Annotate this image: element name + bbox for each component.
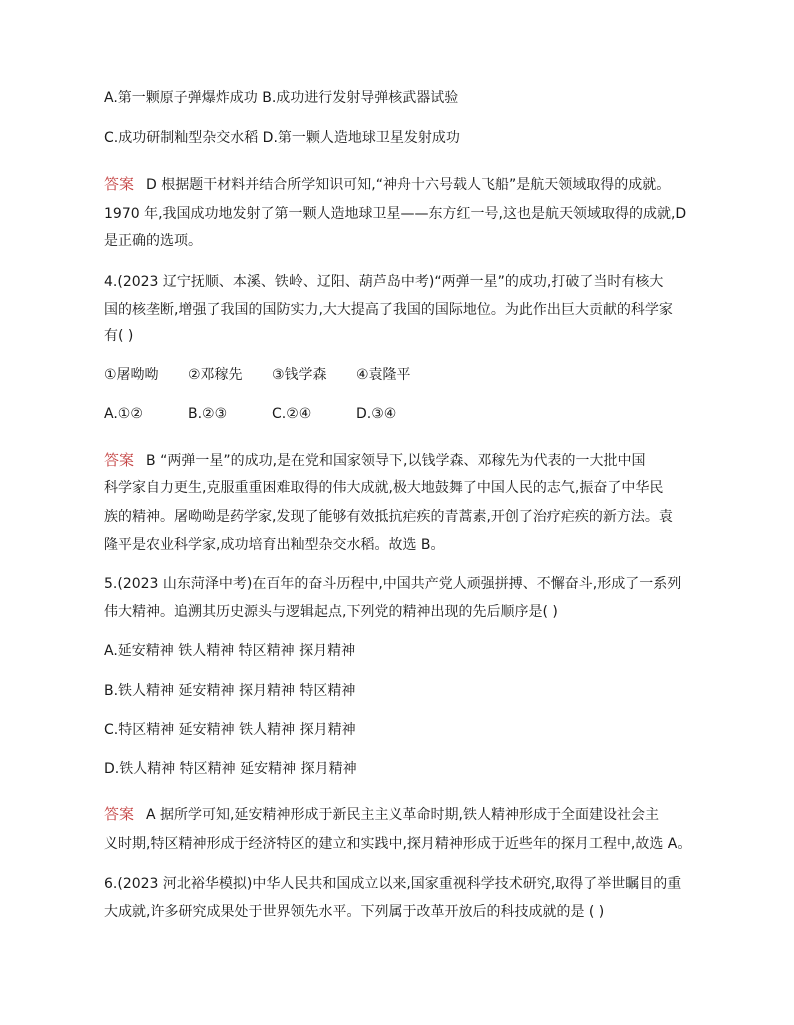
answer-text: D 根据题干材料并结合所学知识可知,“神舟十六号载人飞船”是航天领域取得的成就。 bbox=[146, 177, 671, 193]
q4-answer-line2: 科学家自力更生,克服重重困难取得的伟大成就,极大地鼓舞了中国人民的志气,振奋了中华民 bbox=[104, 480, 664, 496]
q4-answer-line3: 族的精神。屠呦呦是药学家,发现了能够有效抵抗疟疾的青蒿素,开创了治疗疟疾的新方法。袁 bbox=[104, 509, 673, 525]
q4-stem-line1: 4.(2023 辽宁抚顺、本溪、铁岭、辽阳、葫芦岛中考)“两弹一星”的成功,打破了当时有核大 bbox=[104, 274, 664, 290]
answer-text: A 据所学可知,延安精神形成于新民主主义革命时期,铁人精神形成于全面建设社会主 bbox=[146, 807, 659, 823]
q5-stem-line2: 伟大精神。追溯其历史源头与逻辑起点,下列党的精神出现的先后顺序是( ) bbox=[104, 604, 558, 620]
q3-options-line1: A.第一颗原子弹爆炸成功 B.成功进行发射导弹核武器试验 bbox=[104, 90, 459, 106]
q4-stem-line3: 有( ) bbox=[104, 328, 134, 344]
q4-option: D.③④ bbox=[356, 406, 397, 422]
q4-option: C.②④ bbox=[272, 406, 312, 422]
q5-answer-line2: 义时期,特区精神形成于经济特区的建立和实践中,探月精神形成于近些年的探月工程中,故选 A。 bbox=[104, 836, 692, 852]
answer-label: 答案 bbox=[104, 175, 135, 193]
q4-item: ①屠呦呦 bbox=[104, 367, 159, 383]
q3-answer-line3: 是正确的选项。 bbox=[104, 233, 202, 249]
q4-answer-line1 bbox=[104, 450, 645, 471]
q4-item: ②邓稼先 bbox=[188, 367, 243, 383]
answer-text: B “两弹一星”的成功,是在党和国家领导下,以钱学森、邓稼先为代表的一大批中国 bbox=[146, 453, 646, 469]
q3-answer-line1 bbox=[104, 174, 670, 195]
q6-stem-line1: 6.(2023 河北裕华模拟)中华人民共和国成立以来,国家重视科学技术研究,取得了举世瞩目的重 bbox=[104, 876, 682, 892]
q3-options-line2: C.成功研制籼型杂交水稻 D.第一颗人造地球卫星发射成功 bbox=[104, 130, 460, 146]
q4-stem-line2: 国的核垄断,增强了我国的国防实力,大大提高了我国的国际地位。为此作出巨大贡献的科学家 bbox=[104, 302, 673, 318]
q5-stem-line1: 5.(2023 山东菏泽中考)在百年的奋斗历程中,中国共产党人顽强拼搏、不懈奋斗,形成了一系列 bbox=[104, 576, 682, 592]
q4-option: A.①② bbox=[104, 406, 143, 422]
q5-answer-line1 bbox=[104, 804, 659, 825]
q4-items bbox=[104, 365, 411, 385]
answer-label: 答案 bbox=[104, 451, 135, 469]
q3-answer-line2: 1970 年,我国成功地发射了第一颗人造地球卫星——东方红一号,这也是航天领域取得的成就,D bbox=[104, 206, 687, 222]
q5-option-a: A.延安精神 铁人精神 特区精神 探月精神 bbox=[104, 643, 356, 659]
q4-answer-line4: 隆平是农业科学家,成功培育出籼型杂交水稻。故选 B。 bbox=[104, 537, 445, 553]
answer-label: 答案 bbox=[104, 805, 135, 823]
q4-option: B.②③ bbox=[188, 406, 228, 422]
q5-option-c: C.特区精神 延安精神 铁人精神 探月精神 bbox=[104, 722, 356, 738]
q5-option-d: D.铁人精神 特区精神 延安精神 探月精神 bbox=[104, 761, 357, 777]
q4-item: ④袁隆平 bbox=[356, 367, 411, 383]
q5-option-b: B.铁人精神 延安精神 探月精神 特区精神 bbox=[104, 683, 356, 699]
q4-item: ③钱学森 bbox=[272, 367, 327, 383]
q4-options bbox=[104, 404, 396, 424]
q6-stem-line2: 大成就,许多研究成果处于世界领先水平。下列属于改革开放后的科技成就的是 ( ) bbox=[104, 904, 605, 920]
